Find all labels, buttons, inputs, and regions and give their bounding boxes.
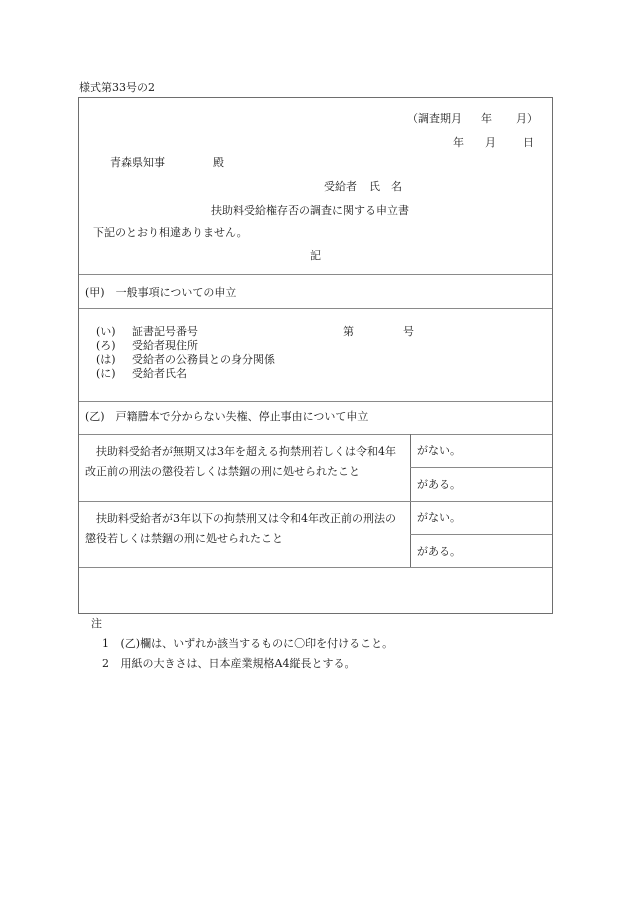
section-a-heading: (甲) 一般事項についての申立 xyxy=(85,286,237,299)
notes-heading: 注 xyxy=(91,617,102,630)
cert-number-go: 号 xyxy=(403,325,414,338)
divider xyxy=(410,467,552,468)
option-none[interactable]: がない。 xyxy=(417,444,461,457)
note-item xyxy=(102,657,355,670)
section-a-items xyxy=(96,325,275,381)
date-day: 日 xyxy=(523,136,534,149)
condition-text: 扶助料受給者が3年以下の拘禁刑又は令和4年改正前の刑法の懲役若しくは禁錮の刑に処せられたこと xyxy=(85,512,396,545)
item-number: (は) xyxy=(96,353,116,366)
survey-period-year: 年 xyxy=(481,112,492,125)
addressee-name: 青森県知事 xyxy=(110,156,165,169)
condition-text: 扶助料受給者が無期又は3年を超える拘禁刑若しくは令和4年改正前の刑法の懲役若しくは禁錮の刑に処せられたこと xyxy=(85,445,396,478)
item-label: 証書記号番号 xyxy=(132,325,198,338)
document-title: 扶助料受給権存否の調査に関する申立書 xyxy=(211,204,409,217)
note-number: 1 xyxy=(102,637,109,650)
divider xyxy=(79,401,552,402)
cert-number-dai: 第 xyxy=(343,325,354,338)
applicant-label: 受給者 xyxy=(324,180,357,193)
item-label: 受給者の公務員との身分関係 xyxy=(132,353,275,366)
addressee-honorific: 殿 xyxy=(213,156,224,169)
item-label: 受給者現住所 xyxy=(132,339,198,352)
item-number: (に) xyxy=(96,367,116,380)
note-number: 2 xyxy=(102,657,109,670)
form-number: 様式第33号の2 xyxy=(79,81,155,94)
statement: 下記のとおり相違ありません。 xyxy=(93,226,248,239)
ki-label: 記 xyxy=(310,249,321,262)
option-exists[interactable]: がある。 xyxy=(417,545,461,558)
list-item xyxy=(96,325,275,339)
list-item xyxy=(96,339,275,353)
divider xyxy=(79,274,552,275)
item-number: (い) xyxy=(96,325,116,338)
application-form-box xyxy=(78,97,553,614)
divider xyxy=(79,308,552,309)
divider xyxy=(79,434,552,435)
date-year: 年 xyxy=(453,136,464,149)
note-item xyxy=(102,637,393,650)
date-month: 月 xyxy=(485,136,496,149)
list-item xyxy=(96,353,275,367)
item-number: (ろ) xyxy=(96,339,116,352)
section-b-heading: (乙) 戸籍謄本で分からない失権、停止事由について申立 xyxy=(85,410,369,423)
note-text: 用紙の大きさは、日本産業規格A4縦長とする。 xyxy=(120,657,356,670)
survey-period-month: 月） xyxy=(516,112,538,125)
item-label: 受給者氏名 xyxy=(132,367,187,380)
survey-period-open: （調査期月 xyxy=(407,112,462,125)
divider xyxy=(410,534,552,535)
divider xyxy=(79,567,552,568)
option-exists[interactable]: がある。 xyxy=(417,478,461,491)
divider xyxy=(79,501,552,502)
option-none[interactable]: がない。 xyxy=(417,511,461,524)
applicant-name-label: 氏 名 xyxy=(369,180,402,193)
list-item xyxy=(96,367,275,381)
note-text: (乙)欄は、いずれか該当するものに〇印を付けること。 xyxy=(120,637,394,650)
